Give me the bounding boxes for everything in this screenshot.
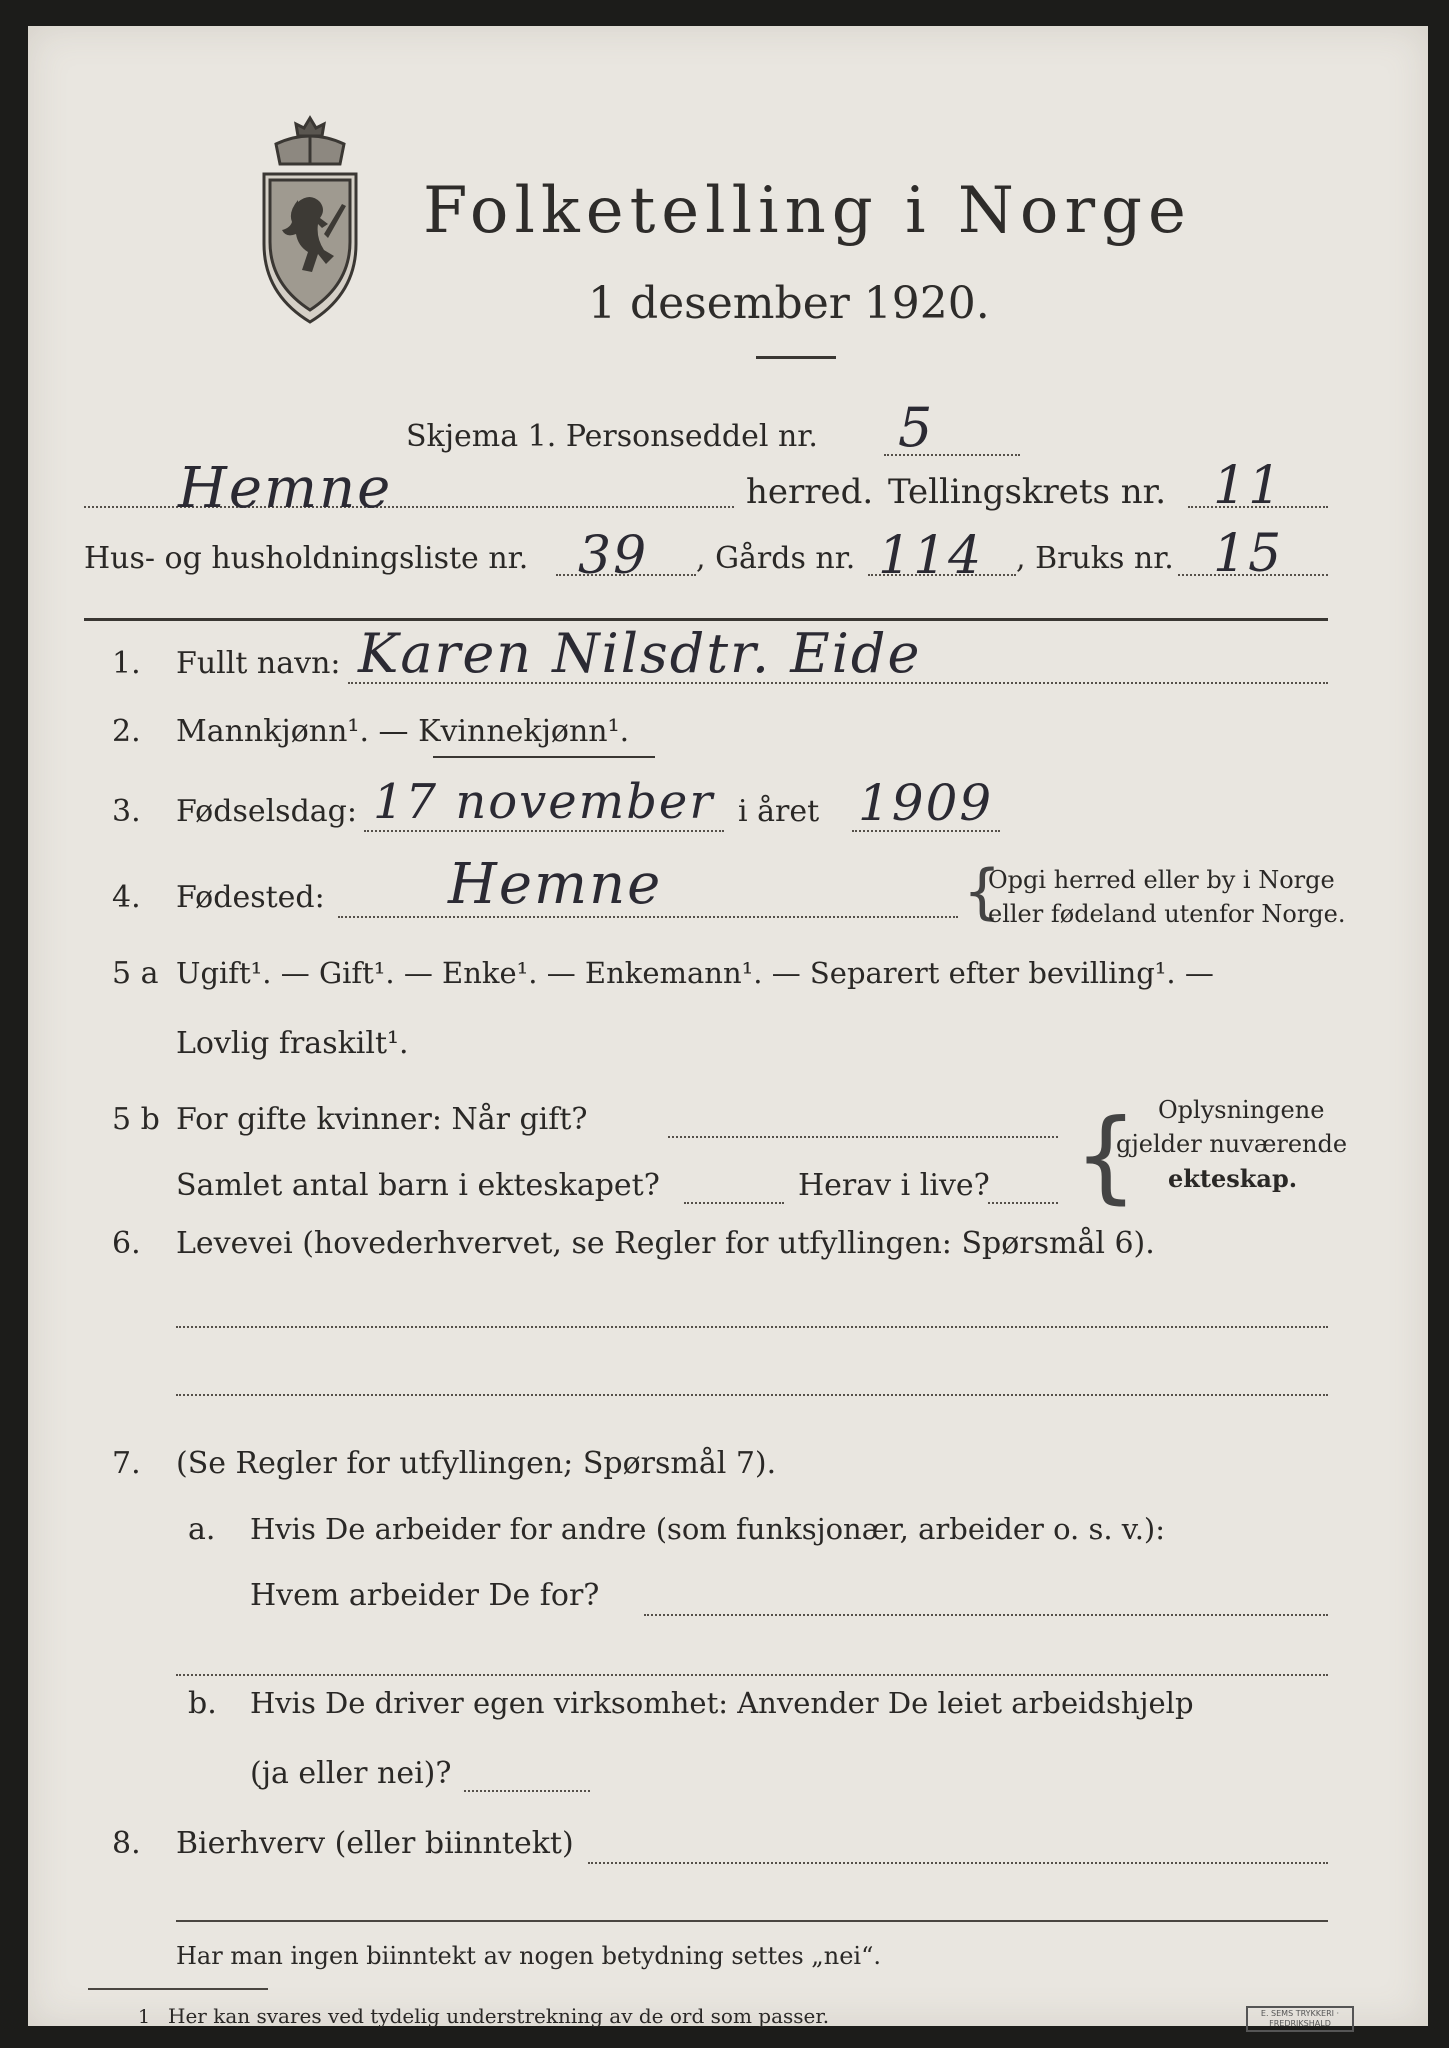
q7b-letter: b. bbox=[188, 1686, 217, 1721]
fodested-value: Hemne bbox=[448, 852, 663, 917]
herred-label: herred. bbox=[746, 472, 874, 512]
tellingskrets-number: 11 bbox=[1213, 456, 1284, 516]
herred-name: Hemne bbox=[178, 456, 393, 521]
hus-label: Hus- og husholdningsliste nr. bbox=[84, 541, 529, 576]
nar-gift-field[interactable] bbox=[668, 1136, 1058, 1138]
q5b-note-line3: ekteskap. bbox=[1168, 1164, 1298, 1193]
census-form bbox=[28, 26, 1428, 2026]
q5a-number: 5 a bbox=[112, 956, 159, 991]
bierhverv-field[interactable] bbox=[588, 1862, 1328, 1864]
footer-note: Har man ingen biinntekt av nogen betydning settes „nei“. bbox=[176, 1942, 881, 1970]
hus-number: 39 bbox=[578, 526, 649, 586]
q5b-note-line2: gjelder nuværende bbox=[1116, 1130, 1348, 1158]
bruks-label: , Bruks nr. bbox=[1016, 541, 1174, 576]
q7a-label: Hvis De arbeider for andre (som funksjonær, arbeider o. s. v.): bbox=[250, 1512, 1166, 1546]
fodselsdag-value: 17 november bbox=[373, 774, 715, 830]
bierhverv-line-2[interactable] bbox=[176, 1920, 1328, 1922]
herav-i-live-field[interactable] bbox=[988, 1202, 1058, 1204]
q3-label: Fødselsdag: bbox=[176, 794, 357, 829]
tellingskrets-label: Tellingskrets nr. bbox=[888, 472, 1167, 512]
q6-number: 6. bbox=[112, 1226, 141, 1261]
q5b-number: 5 b bbox=[112, 1102, 160, 1137]
q5b-note-line1: Oplysningene bbox=[1158, 1096, 1325, 1124]
hvem-arbeider-field[interactable] bbox=[644, 1614, 1328, 1616]
q7a-letter: a. bbox=[188, 1512, 216, 1547]
census-date: 1 desember 1920. bbox=[588, 278, 990, 329]
schema-label: Skjema 1. Personseddel nr. bbox=[406, 419, 818, 454]
q8-number: 8. bbox=[112, 1826, 141, 1861]
gards-label: , Gårds nr. bbox=[696, 541, 856, 576]
coat-of-arms-icon bbox=[250, 114, 370, 328]
footnote-rule bbox=[88, 1988, 268, 1990]
levevei-line-2[interactable] bbox=[176, 1394, 1328, 1396]
title-divider bbox=[756, 356, 836, 359]
antal-barn-field[interactable] bbox=[684, 1202, 784, 1204]
personseddel-number: 5 bbox=[898, 396, 935, 459]
fullt-navn-value: Karen Nilsdtr. Eide bbox=[358, 622, 922, 685]
bruks-number: 15 bbox=[1213, 524, 1284, 584]
q5b-brace: { bbox=[1074, 1097, 1138, 1214]
q5b-label-3: Herav i live? bbox=[798, 1168, 990, 1203]
q7-label: (Se Regler for utfyllingen; Spørsmål 7). bbox=[176, 1446, 777, 1481]
q7b-label: Hvis De driver egen virksomhet: Anvender De leiet arbeidshjelp bbox=[250, 1686, 1194, 1720]
q2-number: 2. bbox=[112, 714, 141, 749]
q4-note-line1: Opgi herred eller by i Norge bbox=[988, 866, 1335, 894]
q7b-label-2: (ja eller nei)? bbox=[250, 1756, 452, 1791]
q4-label: Fødested: bbox=[176, 880, 325, 915]
ja-eller-nei-field[interactable] bbox=[464, 1790, 590, 1792]
q5a-label-2: Lovlig fraskilt¹. bbox=[176, 1026, 409, 1061]
q1-label: Fullt navn: bbox=[176, 646, 341, 681]
q5b-label-2: Samlet antal barn i ekteskapet? bbox=[176, 1168, 660, 1203]
footnote-text: Her kan svares ved tydelig understrekning av de ord som passer. bbox=[168, 2004, 830, 2028]
hvem-arbeider-line-2[interactable] bbox=[176, 1674, 1328, 1676]
q8-label: Bierhverv (eller biinntekt) bbox=[176, 1826, 574, 1861]
footnote-mark: 1 bbox=[138, 2006, 151, 2028]
q2-label: Mannkjønn¹. — Kvinnekjønn¹. bbox=[176, 714, 630, 749]
fodselsar-value: 1909 bbox=[858, 774, 994, 832]
q5a-label: Ugift¹. — Gift¹. — Enke¹. — Enkemann¹. — Separert efter bevilling¹. — bbox=[176, 956, 1214, 990]
gards-number: 114 bbox=[878, 526, 984, 586]
q3-year-label: i året bbox=[738, 794, 820, 829]
q3-number: 3. bbox=[112, 794, 141, 829]
levevei-line-1[interactable] bbox=[176, 1326, 1328, 1328]
q7-number: 7. bbox=[112, 1446, 141, 1481]
kvinnekjonn-underline bbox=[433, 756, 655, 758]
header-rule bbox=[84, 618, 1328, 621]
q4-brace: { bbox=[963, 857, 1002, 927]
q4-number: 4. bbox=[112, 880, 141, 915]
fodselsdag-field[interactable] bbox=[364, 830, 724, 832]
q5b-label: For gifte kvinner: Når gift? bbox=[176, 1102, 588, 1137]
form-title: Folketelling i Norge bbox=[423, 174, 1192, 248]
q7a-label-2: Hvem arbeider De for? bbox=[250, 1578, 600, 1613]
printer-mark: E. SEMS TRYKKERI · FREDRIKSHALD bbox=[1246, 2006, 1354, 2032]
q4-note-line2: eller fødeland utenfor Norge. bbox=[988, 900, 1346, 928]
q1-number: 1. bbox=[112, 646, 141, 681]
q6-label: Levevei (hovederhvervet, se Regler for utfyllingen: Spørsmål 6). bbox=[176, 1226, 1155, 1261]
